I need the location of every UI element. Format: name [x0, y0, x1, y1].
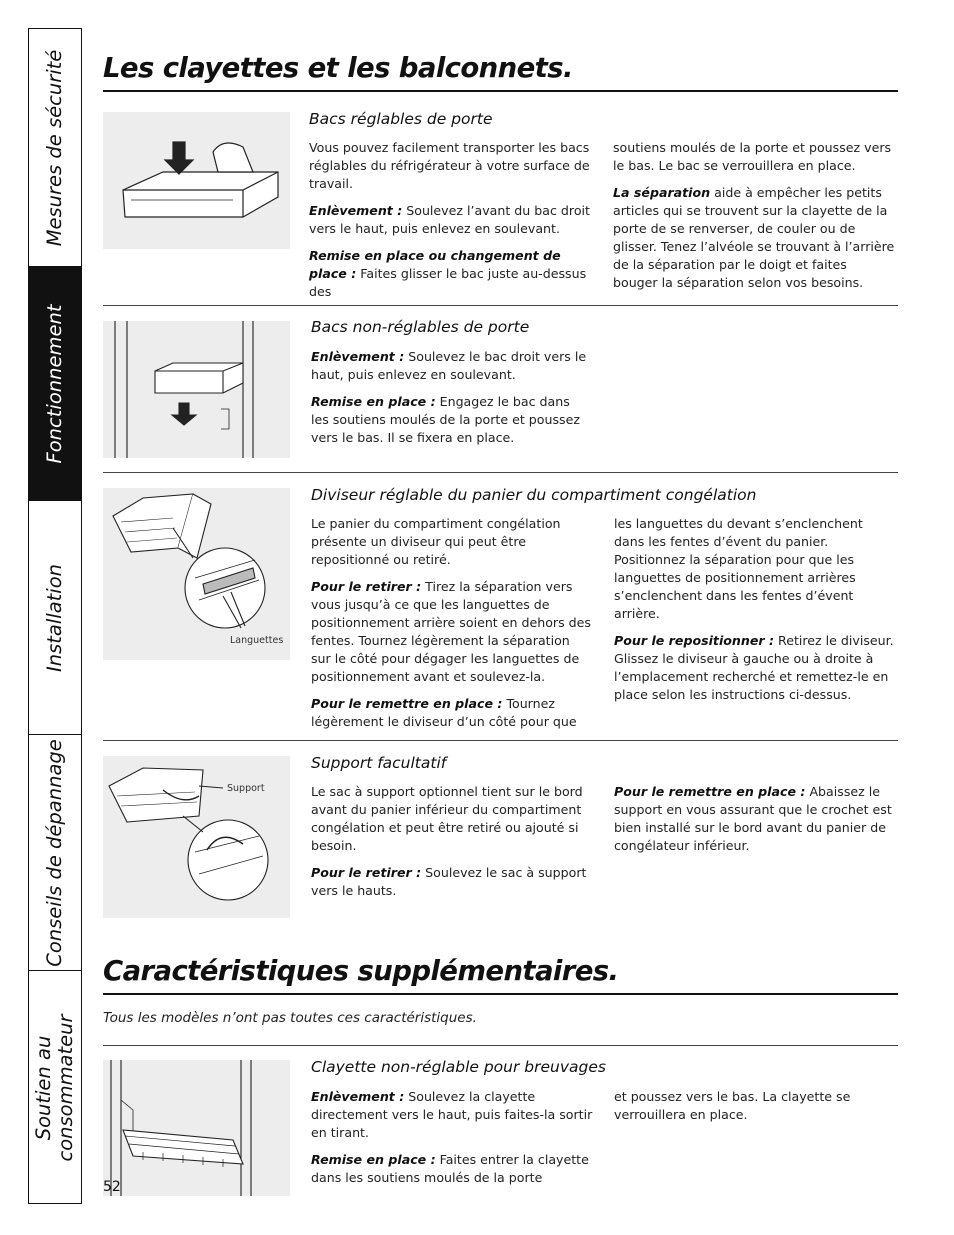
section-column-left [311, 1088, 593, 1196]
paragraph: les languettes du devant s’enclenchent dans les fentes d’évent du panier. Positionnez la séparation pour que les languettes de positionnement arrières s’enclenchent dans les fentes d’évent arrière. [614, 516, 863, 621]
paragraph [309, 247, 591, 301]
section-divider [103, 472, 898, 473]
paragraph [309, 202, 591, 238]
tab-label-line2: consommateur [54, 1014, 77, 1162]
page-title: Les clayettes et les balconnets. [103, 52, 573, 84]
section-column-left [311, 783, 593, 909]
paragraph-label: Remise en place ou changement de place : [309, 248, 561, 281]
tab-label: Conseils de dépannage [43, 738, 66, 967]
paragraph [311, 578, 593, 686]
paragraph: Le sac à support optionnel tient sur le bord avant du panier inférieur du compartiment congélation et peut être retiré ou ajouté si besoin. [311, 784, 583, 853]
features-intro: Tous les modèles n’ont pas toutes ces caractéristiques. [103, 1010, 477, 1026]
tab-label [33, 1014, 77, 1161]
features-title: Caractéristiques supplémentaires. [103, 955, 619, 987]
section-divider [103, 1045, 898, 1046]
tab-label: Mesures de sécurité [43, 49, 66, 246]
paragraph [614, 632, 896, 704]
paragraph-label: La séparation [613, 185, 711, 200]
paragraph-text: Retirez le diviseur. Glissez le diviseur à gauche ou à droite à l’emplacement recherché et remettez-le en place selon les instructions ci-dessus. [614, 633, 894, 702]
beverage-shelf-illustration [103, 1060, 290, 1196]
tab-mesures-de-securite[interactable] [29, 29, 81, 267]
section-heading: Bacs réglables de porte [309, 110, 493, 128]
section-divider [103, 740, 898, 741]
paragraph-label: Pour le remettre en place : [311, 696, 503, 711]
tab-label: Installation [43, 563, 66, 672]
paragraph-text: Engagez le bac dans les soutiens moulés de la porte et poussez vers le bas. Il se fixera en place. [311, 394, 580, 445]
paragraph-text: Tournez légèrement le diviseur d’un côté pour que [311, 696, 577, 729]
paragraph [311, 393, 591, 447]
paragraph-label: Pour le remettre en place : [614, 784, 806, 799]
section-divider [103, 305, 898, 306]
paragraph [311, 1151, 593, 1187]
paragraph [614, 783, 896, 855]
adjustable-bin-illustration [103, 112, 290, 249]
paragraph: soutiens moulés de la porte et poussez vers le bas. Le bac se verrouillera en place. [613, 140, 892, 173]
paragraph-text: Abaissez le support en vous assurant que le crochet est bien installé sur le bord avant du panier de congélateur inférieur. [614, 784, 892, 853]
fixed-bin-illustration [103, 321, 290, 458]
section-heading: Bacs non-réglables de porte [311, 318, 530, 336]
tab-label-line1: Soutien au [32, 1035, 55, 1141]
tab-label: Fonctionnement [43, 304, 66, 463]
page-number: 52 [103, 1179, 121, 1195]
tab-installation[interactable] [29, 501, 81, 735]
paragraph [613, 184, 895, 292]
paragraph-label: Pour le repositionner : [614, 633, 775, 648]
paragraph-label: Enlèvement : [311, 1089, 405, 1104]
paragraph: et poussez vers le bas. La clayette se verrouillera en place. [614, 1089, 851, 1122]
section-heading: Support facultatif [311, 754, 447, 772]
paragraph: Vous pouvez facilement transporter les bacs réglables du réfrigérateur à votre surface de travail. [309, 140, 590, 191]
sidebar-tabs [28, 28, 82, 1204]
features-title-rule [103, 993, 898, 995]
paragraph-text: Tirez la séparation vers vous jusqu’à ce que les languettes de positionnement arrière soient en dehors des fentes. Tournez légèrement la séparation sur le côté pour dégager les languettes de positionnement avant et soulevez-la. [311, 579, 591, 684]
paragraph [311, 348, 591, 384]
paragraph-label: Enlèvement : [311, 349, 405, 364]
section-column-right [613, 139, 895, 301]
paragraph-text: Soulevez la clayette directement vers le haut, puis faites-la sortir en tirant. [311, 1089, 593, 1140]
paragraph-label: Enlèvement : [309, 203, 403, 218]
section-heading: Clayette non-réglable pour breuvages [311, 1058, 606, 1076]
paragraph-label: Pour le retirer : [311, 865, 422, 880]
paragraph [311, 864, 593, 900]
section-column-right [614, 1088, 896, 1133]
paragraph-text: aide à empêcher les petits articles qui se trouvent sur la clayette de la porte de se renverser, de couler ou de glisser. Tenez l’alvéole se trouvant à l’arrière de la séparation par le doigt et faites bouger la séparation selon vos besoins. [613, 185, 895, 290]
paragraph-text: Faites glisser le bac juste au-dessus des [309, 266, 587, 299]
section-column-right [614, 783, 896, 864]
paragraph-text: Soulevez l’avant du bac droit vers le haut, puis enlevez en soulevant. [309, 203, 590, 236]
paragraph-label: Remise en place : [311, 394, 436, 409]
paragraph-text: Soulevez le sac à support vers le hauts. [311, 865, 587, 898]
freezer-divider-illustration [103, 488, 290, 660]
image-caption: Support [227, 783, 265, 794]
tab-soutien-au-consommateur[interactable] [29, 971, 81, 1205]
tab-fonctionnement[interactable] [29, 267, 81, 501]
paragraph-label: Remise en place : [311, 1152, 436, 1167]
support-bag-illustration [103, 756, 290, 918]
paragraph [311, 695, 593, 731]
section-column-left [309, 139, 591, 310]
paragraph: Le panier du compartiment congélation présente un diviseur qui peut être repositionné ou retiré. [311, 516, 561, 567]
image-caption: Languettes [230, 635, 284, 646]
paragraph-text: Faites entrer la clayette dans les soutiens moulés de la porte [311, 1152, 589, 1185]
paragraph [311, 1088, 593, 1142]
section-column-left [311, 515, 593, 740]
tab-conseils-de-depannage[interactable] [29, 735, 81, 971]
paragraph-label: Pour le retirer : [311, 579, 422, 594]
section-column-right [614, 515, 896, 713]
section-heading: Diviseur réglable du panier du compartiment congélation [311, 486, 757, 504]
title-rule [103, 90, 898, 92]
paragraph-text: Soulevez le bac droit vers le haut, puis enlevez en soulevant. [311, 349, 587, 382]
section-column-left [311, 348, 591, 456]
